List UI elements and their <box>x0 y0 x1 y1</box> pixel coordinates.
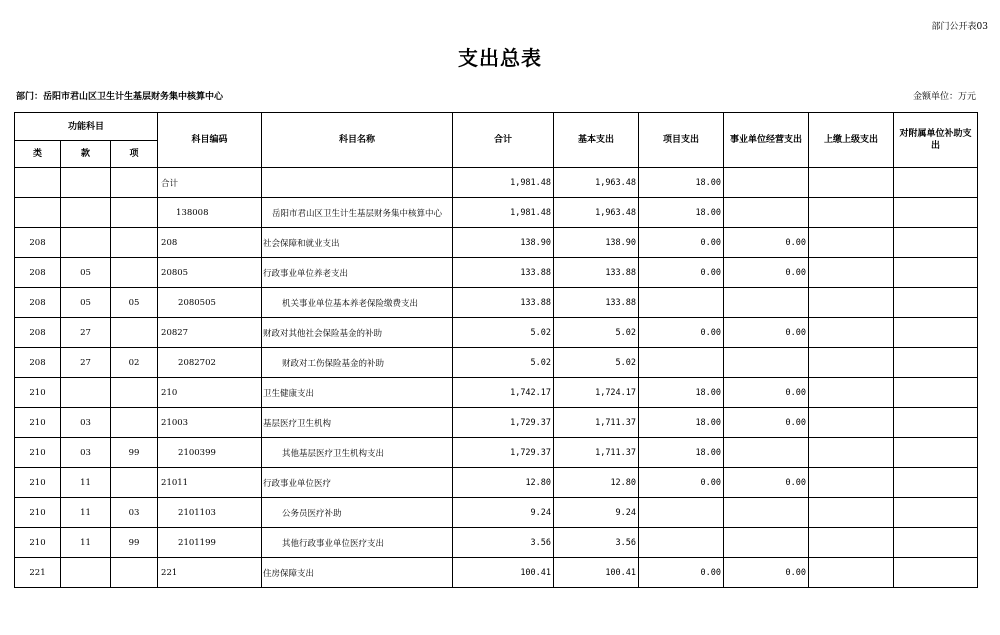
cell-project <box>639 528 724 558</box>
cell-total: 3.56 <box>453 528 554 558</box>
table-row <box>15 408 978 438</box>
cell-total: 133.88 <box>453 258 554 288</box>
cell-basic: 1,711.37 <box>554 408 639 438</box>
cell-project <box>639 288 724 318</box>
cell-xiang <box>111 228 158 258</box>
cell-business <box>724 198 809 228</box>
cell-lei: 208 <box>15 228 61 258</box>
col-total: 合计 <box>453 113 554 168</box>
cell-upper <box>809 438 894 468</box>
table-row <box>15 528 978 558</box>
cell-name: 机关事业单位基本养老保险缴费支出 <box>262 288 453 318</box>
cell-basic: 12.80 <box>554 468 639 498</box>
cell-basic: 3.56 <box>554 528 639 558</box>
cell-business: 0.00 <box>724 558 809 588</box>
cell-kuan: 11 <box>61 498 111 528</box>
cell-code: 2082702 <box>158 348 262 378</box>
cell-code: 21011 <box>158 468 262 498</box>
cell-total: 133.88 <box>453 288 554 318</box>
cell-project: 0.00 <box>639 318 724 348</box>
cell-kuan: 05 <box>61 288 111 318</box>
cell-project: 18.00 <box>639 408 724 438</box>
cell-xiang <box>111 558 158 588</box>
cell-lei: 210 <box>15 378 61 408</box>
cell-name: 行政事业单位养老支出 <box>262 258 453 288</box>
cell-total: 1,981.48 <box>453 198 554 228</box>
cell-upper <box>809 288 894 318</box>
cell-business: 0.00 <box>724 318 809 348</box>
cell-code: 210 <box>158 378 262 408</box>
cell-upper <box>809 468 894 498</box>
col-business: 事业单位经营支出 <box>724 113 809 168</box>
table-row <box>15 378 978 408</box>
cell-total: 1,981.48 <box>453 168 554 198</box>
cell-business <box>724 498 809 528</box>
cell-xiang <box>111 408 158 438</box>
cell-code: 2080505 <box>158 288 262 318</box>
cell-name: 财政对工伤保险基金的补助 <box>262 348 453 378</box>
cell-name: 住房保障支出 <box>262 558 453 588</box>
table-row <box>15 318 978 348</box>
cell-kuan: 11 <box>61 528 111 558</box>
cell-xiang <box>111 168 158 198</box>
col-kuan: 款 <box>61 141 111 168</box>
cell-basic: 9.24 <box>554 498 639 528</box>
cell-subsidy <box>894 258 978 288</box>
cell-kuan: 03 <box>61 438 111 468</box>
cell-upper <box>809 528 894 558</box>
cell-total: 5.02 <box>453 318 554 348</box>
cell-subsidy <box>894 498 978 528</box>
cell-business: 0.00 <box>724 408 809 438</box>
cell-kuan <box>61 168 111 198</box>
cell-subsidy <box>894 318 978 348</box>
cell-name: 基层医疗卫生机构 <box>262 408 453 438</box>
cell-total: 9.24 <box>453 498 554 528</box>
cell-basic: 1,963.48 <box>554 168 639 198</box>
cell-business: 0.00 <box>724 228 809 258</box>
cell-xiang: 99 <box>111 528 158 558</box>
cell-lei: 210 <box>15 528 61 558</box>
cell-subsidy <box>894 468 978 498</box>
cell-upper <box>809 318 894 348</box>
cell-name: 其他基层医疗卫生机构支出 <box>262 438 453 468</box>
col-basic: 基本支出 <box>554 113 639 168</box>
cell-subsidy <box>894 288 978 318</box>
cell-code: 2101103 <box>158 498 262 528</box>
cell-basic: 5.02 <box>554 318 639 348</box>
cell-xiang: 05 <box>111 288 158 318</box>
cell-upper <box>809 168 894 198</box>
amount-unit-label: 金额单位：万元 <box>912 92 976 102</box>
cell-name: 行政事业单位医疗 <box>262 468 453 498</box>
cell-xiang <box>111 198 158 228</box>
cell-basic: 1,963.48 <box>554 198 639 228</box>
cell-project: 18.00 <box>639 198 724 228</box>
cell-upper <box>809 378 894 408</box>
cell-xiang <box>111 378 158 408</box>
cell-total: 100.41 <box>453 558 554 588</box>
cell-subsidy <box>894 168 978 198</box>
cell-code: 合计 <box>158 168 262 198</box>
col-project: 项目支出 <box>639 113 724 168</box>
cell-business <box>724 168 809 198</box>
cell-lei <box>15 168 61 198</box>
cell-business <box>724 348 809 378</box>
cell-upper <box>809 258 894 288</box>
table-row <box>15 498 978 528</box>
cell-basic: 1,711.37 <box>554 438 639 468</box>
cell-project <box>639 348 724 378</box>
cell-xiang <box>111 468 158 498</box>
table-row <box>15 558 978 588</box>
col-name: 科目名称 <box>262 113 453 168</box>
form-code: 部门公开表03 <box>931 22 988 32</box>
cell-total: 138.90 <box>453 228 554 258</box>
cell-total: 1,742.17 <box>453 378 554 408</box>
cell-subsidy <box>894 348 978 378</box>
cell-name <box>262 168 453 198</box>
cell-business <box>724 528 809 558</box>
cell-subsidy <box>894 378 978 408</box>
cell-kuan: 11 <box>61 468 111 498</box>
cell-business: 0.00 <box>724 468 809 498</box>
cell-basic: 100.41 <box>554 558 639 588</box>
cell-total: 1,729.37 <box>453 438 554 468</box>
cell-lei: 208 <box>15 258 61 288</box>
cell-business: 0.00 <box>724 378 809 408</box>
cell-kuan <box>61 198 111 228</box>
cell-project: 18.00 <box>639 168 724 198</box>
cell-subsidy <box>894 528 978 558</box>
cell-project: 0.00 <box>639 558 724 588</box>
cell-code: 20805 <box>158 258 262 288</box>
cell-upper <box>809 228 894 258</box>
table-row <box>15 258 978 288</box>
cell-xiang <box>111 258 158 288</box>
cell-project: 18.00 <box>639 438 724 468</box>
cell-total: 12.80 <box>453 468 554 498</box>
cell-name: 岳阳市君山区卫生计生基层财务集中核算中心 <box>262 198 453 228</box>
col-upper: 上缴上级支出 <box>809 113 894 168</box>
cell-lei: 210 <box>15 498 61 528</box>
col-code: 科目编码 <box>158 113 262 168</box>
cell-lei: 210 <box>15 408 61 438</box>
cell-subsidy <box>894 438 978 468</box>
page-title: 支出总表 <box>458 46 542 70</box>
cell-project: 0.00 <box>639 468 724 498</box>
cell-basic: 133.88 <box>554 288 639 318</box>
cell-lei: 208 <box>15 348 61 378</box>
cell-subsidy <box>894 198 978 228</box>
table-row <box>15 438 978 468</box>
cell-kuan: 27 <box>61 348 111 378</box>
table-row <box>15 468 978 498</box>
cell-upper <box>809 498 894 528</box>
col-lei: 类 <box>15 141 61 168</box>
cell-project <box>639 498 724 528</box>
cell-project: 0.00 <box>639 228 724 258</box>
cell-upper <box>809 348 894 378</box>
cell-xiang <box>111 318 158 348</box>
table-row <box>15 198 978 228</box>
cell-kuan <box>61 558 111 588</box>
cell-basic: 133.88 <box>554 258 639 288</box>
header-row <box>15 113 978 141</box>
cell-code: 221 <box>158 558 262 588</box>
cell-subsidy <box>894 558 978 588</box>
cell-total: 1,729.37 <box>453 408 554 438</box>
cell-upper <box>809 198 894 228</box>
cell-code: 2100399 <box>158 438 262 468</box>
cell-basic: 1,724.17 <box>554 378 639 408</box>
cell-code: 208 <box>158 228 262 258</box>
cell-subsidy <box>894 408 978 438</box>
cell-name: 其他行政事业单位医疗支出 <box>262 528 453 558</box>
expenditure-table <box>14 112 978 588</box>
cell-code: 2101199 <box>158 528 262 558</box>
cell-kuan <box>61 378 111 408</box>
cell-basic: 5.02 <box>554 348 639 378</box>
cell-name: 卫生健康支出 <box>262 378 453 408</box>
table-row <box>15 168 978 198</box>
cell-upper <box>809 408 894 438</box>
cell-business <box>724 288 809 318</box>
cell-kuan: 03 <box>61 408 111 438</box>
cell-lei <box>15 198 61 228</box>
cell-lei: 210 <box>15 438 61 468</box>
cell-lei: 208 <box>15 318 61 348</box>
cell-kuan: 05 <box>61 258 111 288</box>
cell-kuan <box>61 228 111 258</box>
cell-kuan: 27 <box>61 318 111 348</box>
cell-project: 0.00 <box>639 258 724 288</box>
cell-code: 20827 <box>158 318 262 348</box>
cell-lei: 221 <box>15 558 61 588</box>
col-func-group: 功能科目 <box>15 113 158 141</box>
cell-code: 138008 <box>158 198 262 228</box>
cell-business <box>724 438 809 468</box>
cell-xiang: 03 <box>111 498 158 528</box>
cell-name: 公务员医疗补助 <box>262 498 453 528</box>
table-row <box>15 288 978 318</box>
cell-code: 21003 <box>158 408 262 438</box>
cell-project: 18.00 <box>639 378 724 408</box>
cell-name: 社会保障和就业支出 <box>262 228 453 258</box>
cell-basic: 138.90 <box>554 228 639 258</box>
cell-business: 0.00 <box>724 258 809 288</box>
cell-lei: 210 <box>15 468 61 498</box>
cell-subsidy <box>894 228 978 258</box>
cell-upper <box>809 558 894 588</box>
table-row <box>15 348 978 378</box>
cell-xiang: 99 <box>111 438 158 468</box>
cell-name: 财政对其他社会保险基金的补助 <box>262 318 453 348</box>
cell-total: 5.02 <box>453 348 554 378</box>
cell-lei: 208 <box>15 288 61 318</box>
col-xiang: 项 <box>111 141 158 168</box>
col-subsidy: 对附属单位补助支出 <box>894 113 978 168</box>
department-label: 部门：岳阳市君山区卫生计生基层财务集中核算中心 <box>16 92 224 102</box>
cell-xiang: 02 <box>111 348 158 378</box>
table-row <box>15 228 978 258</box>
